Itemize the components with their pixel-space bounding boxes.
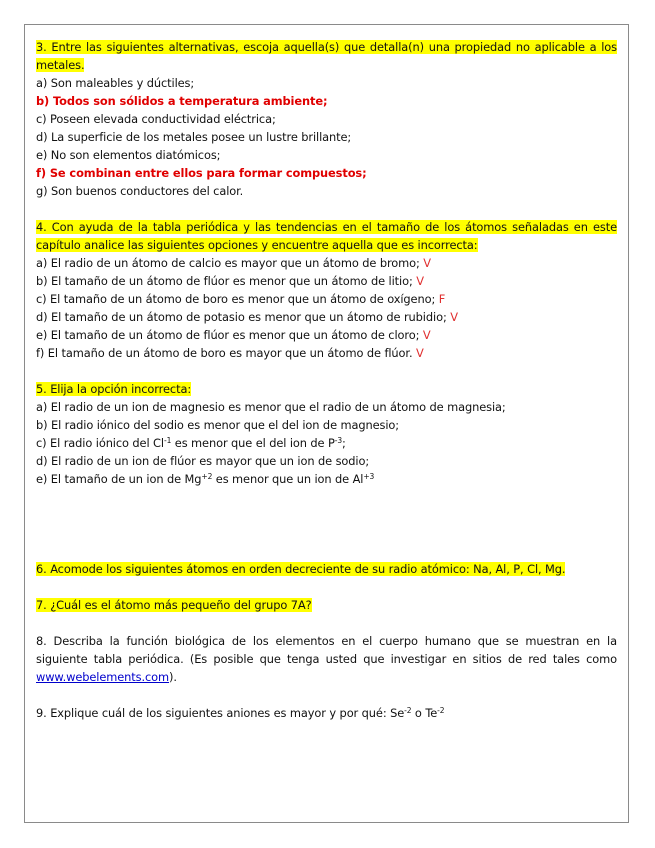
question-3-highlight: 3. Entre las siguientes alternativas, escoja aquella(s) que detalla(n) una propiedad no aplicable a los metales. [36,40,617,72]
question-sheet [36,38,617,722]
q5-option-d: d) El radio de un ion de flúor es mayor que un ion de sodio; [36,454,370,468]
q5-option-c-sup-1: -1 [163,436,172,445]
q4-option-e-text: e) El tamaño de un átomo de flúor es menor que un átomo de cloro; [36,328,420,342]
question-7-highlight: 7. ¿Cuál es el átomo más pequeño del grupo 7A? [36,598,312,612]
q3-option-d: d) La superficie de los metales posee un lustre brillante; [36,130,352,144]
question-9-sup-2: -2 [437,706,445,715]
q5-option-c [36,434,617,452]
question-9-stem [36,704,617,722]
q5-option-e-sup-2: +3 [363,472,375,481]
q4-option-f-mark: V [416,346,424,360]
q5-option-e-text-1: e) El tamaño de un ion de Mg [36,472,202,486]
question-8-stem [36,632,617,686]
q4-option-c-mark: F [438,292,446,306]
question-7-stem [36,596,617,614]
spacer [36,200,617,218]
spacer [36,524,617,542]
q4-option-b-mark: V [416,274,424,288]
q5-option-c-text-1: c) El radio iónico del Cl [36,436,164,450]
q5-option-e-text-2: es menor que un ion de Al [212,472,364,486]
question-5-highlight: 5. Elija la opción incorrecta: [36,382,192,396]
q4-option-b [36,272,617,290]
question-9-text-2: o Te [411,706,438,720]
q4-option-f-text: f) El tamaño de un átomo de boro es mayor que un átomo de flúor. [36,346,413,360]
question-9-text-1: 9. Explique cuál de los siguientes aniones es mayor y por qué: Se [36,706,405,720]
spacer [36,578,617,596]
spacer [36,686,617,704]
question-8-text-2: ). [169,670,177,684]
q3-option-g: g) Son buenos conductores del calor. [36,184,244,198]
spacer [36,488,617,506]
q3-option-e: e) No son elementos diatómicos; [36,148,221,162]
q4-option-a [36,254,617,272]
q4-option-a-text: a) El radio de un átomo de calcio es mayor que un átomo de bromo; [36,256,420,270]
q4-option-d-text: d) El tamaño de un átomo de potasio es menor que un átomo de rubidio; [36,310,447,324]
question-4-highlight: 4. Con ayuda de la tabla periódica y las tendencias en el tamaño de los átomos señaladas en este capítulo analice las siguientes opciones y encuentre aquella que es incorrecta: [36,220,617,252]
spacer [36,362,617,380]
q5-option-c-sup-2: -3 [334,436,343,445]
q3-option-b-answer: b) Todos son sólidos a temperatura ambiente; [36,94,328,108]
question-5-stem [36,380,617,398]
q5-option-a: a) El radio de un ion de magnesio es menor que el radio de un átomo de magnesia; [36,400,506,414]
webelements-link[interactable]: www.webelements.com [36,670,170,684]
question-9-sup-1: -2 [404,706,412,715]
q5-option-b: b) El radio iónico del sodio es menor que el del ion de magnesio; [36,418,400,432]
q4-option-a-mark: V [423,256,431,270]
q4-option-b-text: b) El tamaño de un átomo de flúor es menor que un átomo de litio; [36,274,413,288]
q4-option-f [36,344,617,362]
question-6-stem [36,560,617,578]
q5-option-c-text-2: es menor que el del ion de P [171,436,335,450]
q4-option-d-mark: V [450,310,458,324]
question-3-stem [36,38,617,74]
q4-option-e [36,326,617,344]
question-8-text-1: 8. Describa la función biológica de los elementos en el cuerpo humano que se muestran en la siguiente tabla periódica. (Es posible que tenga usted que investigar en sitios de red tales como [36,634,617,666]
q4-option-c-text: c) El tamaño de un átomo de boro es menor que un átomo de oxígeno; [36,292,436,306]
q4-option-c [36,290,617,308]
question-4-stem [36,218,617,254]
q4-option-e-mark: V [422,328,431,342]
spacer [36,542,617,560]
q3-option-a: a) Son maleables y dúctiles; [36,76,195,90]
q3-option-f-answer: f) Se combinan entre ellos para formar compuestos; [36,166,367,180]
spacer [36,614,617,632]
q3-option-c: c) Poseen elevada conductividad eléctrica; [36,112,276,126]
question-6-highlight: 6. Acomode los siguientes átomos en orden decreciente de su radio atómico: Na, Al, P, Cl, Mg. [36,562,566,576]
q5-option-e-sup-1: +2 [201,472,213,481]
q5-option-e [36,470,617,488]
q5-option-c-text-3: ; [342,436,346,450]
spacer [36,506,617,524]
q4-option-d [36,308,617,326]
